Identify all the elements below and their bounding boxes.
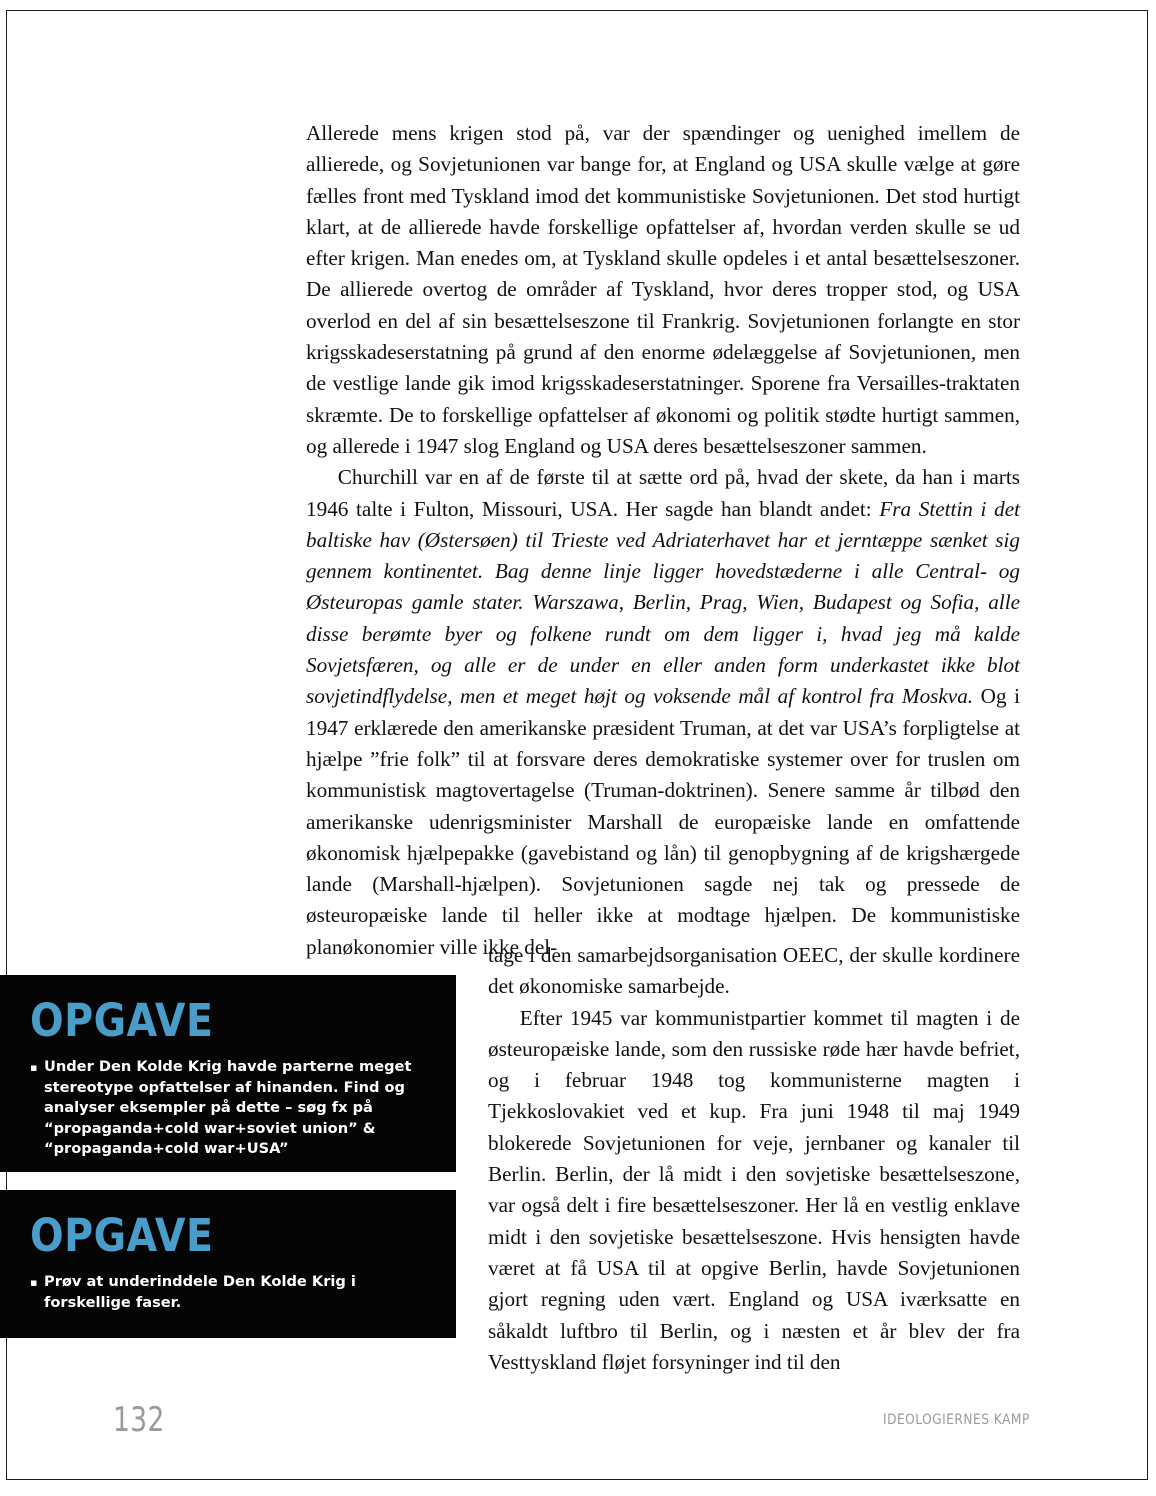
- paragraph-berlin-blokade: Efter 1945 var kommunistpartier kommet til magten i de østeuropæiske lande, som den russiske røde hær havde befriet, og i februar 1948 tog kommunisterne magten i Tjekkoslovakiet ved et kup. Fra juni 1948 til maj 1949 blokerede Sovjetunionen for veje, jernbaner og kanaler til Berlin. Berlin, der lå midt i den sovjetiske besættelseszone, var også delt i fire besættelseszoner. Her lå en vestlig enklave midt i den sovjetiske besættelseszone. Hvis hensigten havde været at få USA til at opgive Berlin, havde Sovjetunionen gjort regning uden vært. England og USA iværksatte en såkaldt luftbro til Berlin, og i næsten et år blev der fra Vesttyskland fløjet forsyninger ind til den: [488, 1005, 1020, 1374]
- square-bullet-icon: ▪: [30, 1061, 38, 1074]
- opgave-box-1: [0, 975, 456, 1172]
- opgave-item: [30, 1272, 430, 1313]
- main-text-column: [306, 118, 1020, 963]
- truman-marshall-text: Og i 1947 erklærede den amerikanske præsident Truman, at det var USA’s forpligtelse at hjælpe ”frie folk” til at forsvare deres demokratiske systemer over for truslen om kommunistisk magtovertagelse (Truman-doktrinen). Senere samme år tilbød den amerikanske udenrigsminister Marshall de europæiske lande en omfattende økonomisk hjælpepakke (gavebistand og lån) til genopbygning af de krigshærgede lande (Marshall-hjælpen). Sovjetunionen sagde nej tak og pressede de østeuropæiske lande til heller ikke at modtage hjælpen. De kommunistiske planøkonomier ville ikke del-: [306, 684, 1020, 959]
- page-number: 132: [113, 1400, 165, 1440]
- running-head: IDEOLOGIERNES KAMP: [883, 1412, 1030, 1428]
- paragraph-oeec: tage i den samarbejdsorganisation OEEC, der skulle kordinere det økonomiske samarbejde.: [488, 943, 1020, 999]
- paragraph-allierede-spaendinger: Allerede mens krigen stod på, var der spændinger og uenighed imellem de allierede, og Sovjetunionen var bange for, at England og USA skulle vælge at gøre fælles front med Tyskland imod det kommunistiske Sovjetunionen. Det stod hurtigt klart, at de allierede havde forskellige opfattelser af, hvordan verden skulle se ud efter krigen. Man enedes om, at Tyskland skulle opdeles i et antal besættelseszoner. De allierede overtog de områder af Tyskland, hvor deres tropper stod, og USA overlod en del af sin besættelseszone til Frankrig. Sovjetunionen forlangte en stor krigsskadeserstatning på grund af den enorme ødelæggelse af Sovjetunionen, men de vestlige lande gik imod krigsskadeserstatninger. Sporene fra Versailles-traktaten skræmte. De to forskellige opfattelser af økonomi og politik stødte hurtigt sammen, og allerede i 1947 slog England og USA deres besættelseszoner sammen.: [306, 121, 1020, 458]
- opgave-title-2: OPGAVE: [30, 1209, 214, 1262]
- opgave-item: [30, 1057, 430, 1160]
- square-bullet-icon: ▪: [30, 1276, 38, 1289]
- opgave-list-2: [30, 1272, 430, 1313]
- opgave-box-2: [0, 1190, 456, 1338]
- churchill-iron-curtain-quote: Fra Stettin i det baltiske hav (Østersøen) til Trieste ved Adriaterhavet har et jerntæppe sænket sig gennem kontinentet. Bag denne linje ligger hovedstæderne i alle Central- og Østeuropas gamle stater. Warszawa, Berlin, Prag, Wien, Budapest og Sofia, alle disse berømte byer og folkene rundt om dem ligger i, hvad jeg må kalde Sovjetsfæren, og alle er de under en eller anden form underkastet ikke blot sovjetindflydelse, men et meget højt og voksende mål af kontrol fra Moskva.: [306, 496, 1020, 709]
- opgave-title-1: OPGAVE: [30, 994, 214, 1047]
- narrow-text-column: [488, 940, 1020, 1378]
- churchill-intro-text: Churchill var en af de første til at sætte ord på, hvad der skete, da han i marts 1946 talte i Fulton, Missouri, USA. Her sagde han blandt andet:: [306, 465, 1020, 521]
- opgave-list-1: [30, 1057, 430, 1160]
- paragraph-churchill-jerntaeppe: [306, 462, 1020, 963]
- opgave-item-text: Prøv at underinddele Den Kolde Krig i forskellige faser.: [44, 1273, 356, 1311]
- opgave-item-text: Under Den Kolde Krig havde parterne meget stereotype opfattelser af hinanden. Find og analyser eksempler på dette – søg fx på “propaganda+cold war+soviet union” & “propaganda+cold war+USA”: [44, 1058, 412, 1157]
